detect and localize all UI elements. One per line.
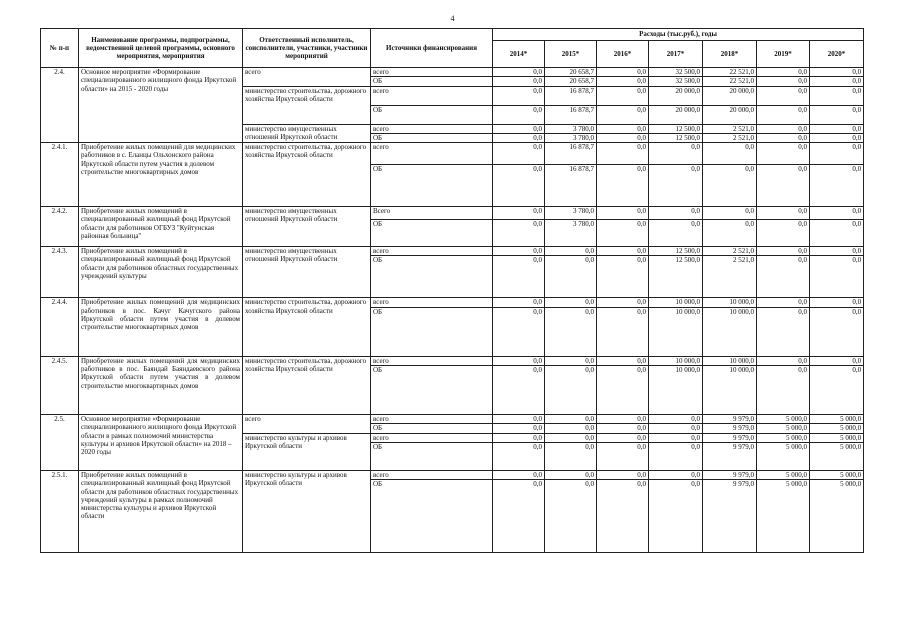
- value-cell: 10 000,0: [703, 307, 757, 356]
- table-row: [41, 298, 864, 307]
- value-cell: 0,0: [493, 480, 545, 553]
- value-cell: 0,0: [493, 247, 545, 256]
- source-cell: всего: [371, 298, 493, 307]
- source-cell: всего: [371, 433, 493, 442]
- section-code: 2.5.: [41, 415, 79, 471]
- source-cell: ОБ: [371, 307, 493, 356]
- value-cell: 22 521,0: [703, 77, 757, 86]
- value-cell: 0,0: [597, 307, 649, 356]
- value-cell: 0,0: [757, 165, 810, 207]
- value-cell: 5 000,0: [757, 433, 810, 442]
- value-cell: 0,0: [493, 68, 545, 77]
- value-cell: 0,0: [493, 105, 545, 124]
- header-executor: Ответственный исполнитель, соисполнители, участники, участники мероприятий: [243, 29, 371, 68]
- value-cell: 0,0: [810, 307, 864, 356]
- value-cell: 0,0: [597, 207, 649, 220]
- value-cell: 22 521,0: [703, 68, 757, 77]
- value-cell: 10 000,0: [703, 356, 757, 365]
- executor-cell: министерство строительства, дорожного хозяйства Иркутской области: [243, 143, 371, 207]
- value-cell: 20 000,0: [703, 86, 757, 105]
- value-cell: 0,0: [493, 143, 545, 165]
- value-cell: 0,0: [810, 366, 864, 415]
- value-cell: 12 500,0: [649, 133, 703, 142]
- source-cell: ОБ: [371, 256, 493, 298]
- value-cell: 0,0: [597, 480, 649, 553]
- budget-table: [40, 28, 864, 553]
- value-cell: 20 000,0: [649, 86, 703, 105]
- header-year: 2018*: [703, 41, 757, 68]
- value-cell: 5 000,0: [757, 442, 810, 470]
- source-cell: ОБ: [371, 366, 493, 415]
- value-cell: 20 000,0: [703, 105, 757, 124]
- section-name: Приобретение жилых помещений для медицинских работников в с. Еланцы Ольхонского района Иркутской области путем участия в долевом строительстве многоквартирных домов: [79, 143, 243, 207]
- value-cell: 0,0: [545, 247, 597, 256]
- value-cell: 2 521,0: [703, 247, 757, 256]
- executor-cell: всего: [243, 415, 371, 434]
- value-cell: 0,0: [597, 424, 649, 433]
- value-cell: 0,0: [649, 470, 703, 479]
- value-cell: 0,0: [545, 307, 597, 356]
- value-cell: 0,0: [597, 470, 649, 479]
- value-cell: 10 000,0: [649, 307, 703, 356]
- value-cell: 0,0: [493, 470, 545, 479]
- value-cell: 0,0: [810, 356, 864, 365]
- source-cell: ОБ: [371, 105, 493, 124]
- value-cell: 0,0: [493, 366, 545, 415]
- table-row: [41, 247, 864, 256]
- value-cell: 0,0: [597, 124, 649, 133]
- value-cell: 0,0: [757, 124, 810, 133]
- value-cell: 32 500,0: [649, 77, 703, 86]
- value-cell: 0,0: [597, 442, 649, 470]
- value-cell: 3 780,0: [545, 207, 597, 220]
- value-cell: 0,0: [810, 207, 864, 220]
- value-cell: 0,0: [597, 433, 649, 442]
- value-cell: 9 979,0: [703, 433, 757, 442]
- value-cell: 0,0: [810, 247, 864, 256]
- value-cell: 0,0: [757, 143, 810, 165]
- header-year: 2014*: [493, 41, 545, 68]
- value-cell: 0,0: [597, 256, 649, 298]
- value-cell: 0,0: [810, 68, 864, 77]
- header-source: Источники финансирования: [371, 29, 493, 68]
- value-cell: 0,0: [545, 356, 597, 365]
- value-cell: 9 979,0: [703, 470, 757, 479]
- value-cell: 10 000,0: [649, 298, 703, 307]
- source-cell: всего: [371, 124, 493, 133]
- header-num: № п-п: [41, 29, 79, 68]
- value-cell: 0,0: [493, 133, 545, 142]
- value-cell: 0,0: [757, 133, 810, 142]
- value-cell: 0,0: [597, 143, 649, 165]
- value-cell: 0,0: [810, 77, 864, 86]
- value-cell: 0,0: [757, 356, 810, 365]
- value-cell: 0,0: [757, 207, 810, 220]
- value-cell: 0,0: [810, 298, 864, 307]
- value-cell: 2 521,0: [703, 256, 757, 298]
- section-name: Приобретение жилых помещений для медицинских работников в пос. Баяндай Баяндаевского района Иркутской области путем участия в долевом строительстве многоквартирных домов: [79, 356, 243, 414]
- executor-cell: всего: [243, 68, 371, 87]
- value-cell: 0,0: [649, 415, 703, 424]
- section-name: Приобретение жилых помещений для медицинских работников в пос. Качуг Качугского района Иркутской области путем участия в долевом строительстве многоквартирных домов: [79, 298, 243, 356]
- value-cell: 9 979,0: [703, 442, 757, 470]
- value-cell: 0,0: [493, 220, 545, 247]
- table-row: [41, 68, 864, 77]
- source-cell: ОБ: [371, 165, 493, 207]
- executor-cell: министерство строительства, дорожного хозяйства Иркутской области: [243, 356, 371, 414]
- value-cell: 0,0: [493, 415, 545, 424]
- value-cell: 5 000,0: [810, 424, 864, 433]
- value-cell: 0,0: [757, 256, 810, 298]
- value-cell: 9 979,0: [703, 424, 757, 433]
- value-cell: 5 000,0: [757, 415, 810, 424]
- source-cell: ОБ: [371, 220, 493, 247]
- value-cell: 0,0: [703, 220, 757, 247]
- value-cell: 0,0: [810, 86, 864, 105]
- value-cell: 0,0: [597, 68, 649, 77]
- source-cell: всего: [371, 86, 493, 105]
- section-name: Приобретение жилых помещений в специализированный жилищный фонд Иркутской области для работников областных государственных учреждений культуры в рамках полномочий министерства культуры и архивов Иркутской области: [79, 470, 243, 552]
- source-cell: всего: [371, 143, 493, 165]
- value-cell: 0,0: [649, 433, 703, 442]
- executor-cell: министерство культуры и архивов Иркутской области: [243, 470, 371, 552]
- value-cell: 0,0: [757, 247, 810, 256]
- value-cell: 0,0: [597, 133, 649, 142]
- value-cell: 0,0: [649, 424, 703, 433]
- value-cell: 0,0: [757, 105, 810, 124]
- value-cell: 0,0: [545, 298, 597, 307]
- header-expenses: Расходы (тыс.руб.), годы: [493, 29, 864, 41]
- value-cell: 0,0: [757, 307, 810, 356]
- value-cell: 0,0: [493, 77, 545, 86]
- value-cell: 0,0: [649, 480, 703, 553]
- value-cell: 0,0: [597, 298, 649, 307]
- value-cell: 9 979,0: [703, 480, 757, 553]
- header-year: 2017*: [649, 41, 703, 68]
- header-year: 2016*: [597, 41, 649, 68]
- value-cell: 0,0: [493, 124, 545, 133]
- value-cell: 0,0: [649, 207, 703, 220]
- value-cell: 0,0: [545, 480, 597, 553]
- value-cell: 0,0: [757, 68, 810, 77]
- section-name: Приобретение жилых помещений в специализированный жилищный фонд Иркутской области для работников областных государственных учреждений культуры: [79, 247, 243, 298]
- executor-cell: министерство имущественных отношений Иркутской области: [243, 124, 371, 143]
- header-name: Наименование программы, подпрограммы, ведомственной целевой программы, основного мероприятия, мероприятия: [79, 29, 243, 68]
- value-cell: 16 878,7: [545, 86, 597, 105]
- value-cell: 32 500,0: [649, 68, 703, 77]
- value-cell: 5 000,0: [757, 480, 810, 553]
- executor-cell: министерство строительства, дорожного хозяйства Иркутской области: [243, 86, 371, 124]
- table-row: [41, 470, 864, 479]
- value-cell: 12 500,0: [649, 124, 703, 133]
- section-name: Приобретение жилых помещений в специализированный жилищный фонд Иркутской области для работников ОГБУЗ "Куйтунская районная больница": [79, 207, 243, 247]
- value-cell: 5 000,0: [757, 470, 810, 479]
- source-cell: ОБ: [371, 480, 493, 553]
- section-code: 2.4.5.: [41, 356, 79, 414]
- value-cell: 0,0: [649, 442, 703, 470]
- value-cell: 0,0: [545, 256, 597, 298]
- value-cell: 5 000,0: [810, 470, 864, 479]
- value-cell: 0,0: [810, 220, 864, 247]
- value-cell: 9 979,0: [703, 415, 757, 424]
- value-cell: 0,0: [493, 424, 545, 433]
- value-cell: 0,0: [493, 442, 545, 470]
- value-cell: 0,0: [597, 105, 649, 124]
- value-cell: 5 000,0: [810, 415, 864, 424]
- value-cell: 0,0: [810, 256, 864, 298]
- value-cell: 0,0: [493, 298, 545, 307]
- value-cell: 20 658,7: [545, 68, 597, 77]
- value-cell: 0,0: [545, 415, 597, 424]
- source-cell: всего: [371, 415, 493, 424]
- value-cell: 0,0: [703, 165, 757, 207]
- value-cell: 0,0: [493, 307, 545, 356]
- section-code: 2.4.: [41, 68, 79, 143]
- value-cell: 0,0: [597, 165, 649, 207]
- header-year: 2020*: [810, 41, 864, 68]
- value-cell: 0,0: [597, 366, 649, 415]
- value-cell: 0,0: [810, 105, 864, 124]
- value-cell: 0,0: [597, 86, 649, 105]
- value-cell: 10 000,0: [703, 366, 757, 415]
- value-cell: 0,0: [757, 220, 810, 247]
- value-cell: 12 500,0: [649, 256, 703, 298]
- section-code: 2.4.3.: [41, 247, 79, 298]
- value-cell: 0,0: [597, 415, 649, 424]
- value-cell: 0,0: [703, 143, 757, 165]
- value-cell: 2 521,0: [703, 133, 757, 142]
- value-cell: 0,0: [649, 165, 703, 207]
- value-cell: 0,0: [649, 143, 703, 165]
- value-cell: 0,0: [597, 220, 649, 247]
- table-row: [41, 356, 864, 365]
- section-code: 2.4.1.: [41, 143, 79, 207]
- value-cell: 16 878,7: [545, 165, 597, 207]
- value-cell: 10 000,0: [649, 366, 703, 415]
- value-cell: 0,0: [493, 433, 545, 442]
- source-cell: ОБ: [371, 424, 493, 433]
- value-cell: 0,0: [810, 133, 864, 142]
- value-cell: 3 780,0: [545, 133, 597, 142]
- value-cell: 0,0: [810, 124, 864, 133]
- source-cell: всего: [371, 68, 493, 77]
- value-cell: 0,0: [703, 207, 757, 220]
- table-row: [41, 415, 864, 424]
- value-cell: 5 000,0: [810, 442, 864, 470]
- value-cell: 0,0: [545, 442, 597, 470]
- value-cell: 10 000,0: [649, 356, 703, 365]
- executor-cell: министерство культуры и архивов Иркутской области: [243, 433, 371, 470]
- value-cell: 20 658,7: [545, 77, 597, 86]
- value-cell: 12 500,0: [649, 247, 703, 256]
- table-row: [41, 207, 864, 220]
- executor-cell: министерство имущественных отношений Иркутской области: [243, 207, 371, 247]
- executor-cell: министерство имущественных отношений Иркутской области: [243, 247, 371, 298]
- value-cell: 0,0: [757, 77, 810, 86]
- source-cell: всего: [371, 356, 493, 365]
- value-cell: 20 000,0: [649, 105, 703, 124]
- value-cell: 0,0: [493, 356, 545, 365]
- header-year: 2015*: [545, 41, 597, 68]
- source-cell: Всего: [371, 207, 493, 220]
- value-cell: 0,0: [757, 298, 810, 307]
- source-cell: всего: [371, 470, 493, 479]
- source-cell: ОБ: [371, 77, 493, 86]
- source-cell: ОБ: [371, 133, 493, 142]
- value-cell: 0,0: [597, 77, 649, 86]
- section-code: 2.4.2.: [41, 207, 79, 247]
- table-row: [41, 143, 864, 165]
- value-cell: 5 000,0: [757, 424, 810, 433]
- value-cell: 5 000,0: [810, 480, 864, 553]
- source-cell: всего: [371, 247, 493, 256]
- value-cell: 0,0: [493, 207, 545, 220]
- value-cell: 16 878,7: [545, 143, 597, 165]
- value-cell: 0,0: [493, 165, 545, 207]
- section-name: Основное мероприятие «Формирование специализированного жилищного фонда Иркутской области» на 2015 - 2020 годы: [79, 68, 243, 143]
- value-cell: 0,0: [545, 470, 597, 479]
- value-cell: 5 000,0: [810, 433, 864, 442]
- page-number: 4: [450, 14, 455, 23]
- value-cell: 0,0: [597, 356, 649, 365]
- value-cell: 0,0: [757, 86, 810, 105]
- executor-cell: министерство строительства, дорожного хозяйства Иркутской области: [243, 298, 371, 356]
- value-cell: 0,0: [810, 143, 864, 165]
- value-cell: 10 000,0: [703, 298, 757, 307]
- value-cell: 3 780,0: [545, 220, 597, 247]
- section-code: 2.4.4.: [41, 298, 79, 356]
- header-year: 2019*: [757, 41, 810, 68]
- value-cell: 0,0: [545, 424, 597, 433]
- value-cell: 0,0: [810, 165, 864, 207]
- section-name: Основное мероприятие «Формирование специализированного жилищного фонда Иркутской области в рамках полномочий министерства культуры и архивов Иркутской области» на 2018 – 2020 годы: [79, 415, 243, 471]
- value-cell: 0,0: [493, 256, 545, 298]
- value-cell: 2 521,0: [703, 124, 757, 133]
- value-cell: 16 878,7: [545, 105, 597, 124]
- section-code: 2.5.1.: [41, 470, 79, 552]
- value-cell: 0,0: [649, 220, 703, 247]
- source-cell: ОБ: [371, 442, 493, 470]
- value-cell: 0,0: [545, 433, 597, 442]
- value-cell: 0,0: [493, 86, 545, 105]
- value-cell: 3 780,0: [545, 124, 597, 133]
- value-cell: 0,0: [757, 366, 810, 415]
- value-cell: 0,0: [545, 366, 597, 415]
- value-cell: 0,0: [597, 247, 649, 256]
